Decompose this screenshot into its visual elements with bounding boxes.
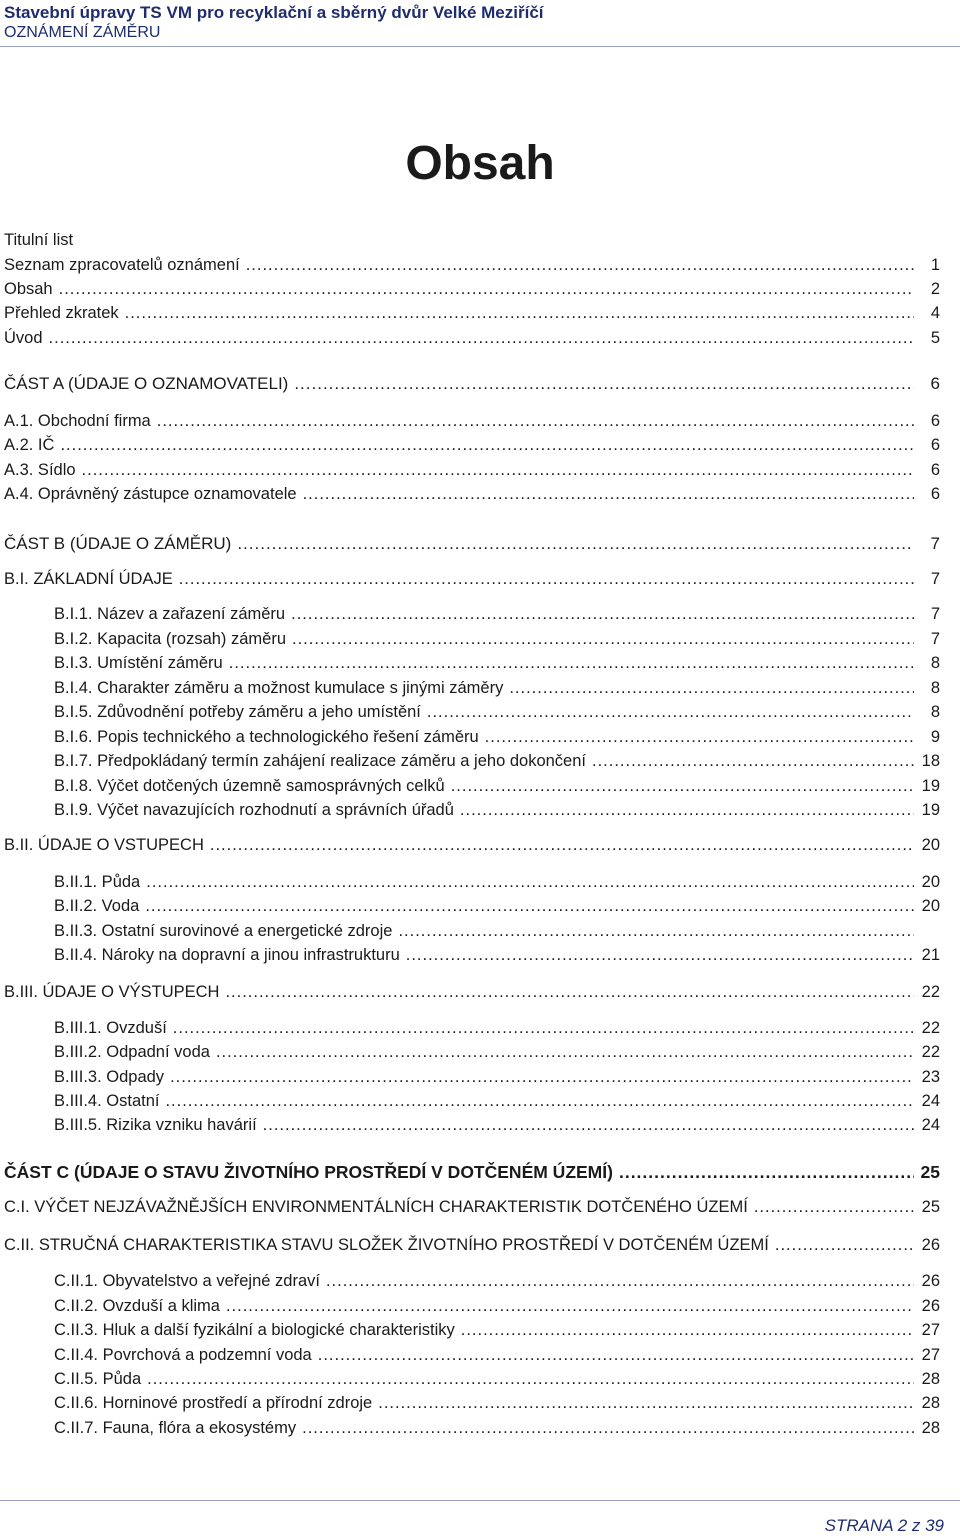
toc-entry-page: 6: [930, 374, 940, 393]
toc-entry-title: B.III.3. Odpady: [54, 1068, 165, 1086]
toc-entry-page: 26: [921, 1297, 940, 1315]
toc-entry-title: C.I. VÝČET NEJZÁVAŽNĚJŠÍCH ENVIRONMENTÁLNÍCH CHARAKTERISTIK DOTČENÉHO ÚZEMÍ: [4, 1198, 748, 1216]
page-number-footer: STRANA 2 z 39: [824, 1516, 944, 1535]
toc-entry-title: ČÁST A (ÚDAJE O OZNAMOVATELI): [4, 374, 289, 393]
toc-entry: [4, 374, 940, 396]
toc-entry-title: A.3. Sídlo: [4, 461, 76, 479]
toc-heading: Obsah: [405, 137, 555, 190]
toc-entry-title: ČÁST C (ÚDAJE O STAVU ŽIVOTNÍHO PROSTŘEDÍ V DOTČENÉM ÚZEMÍ): [4, 1162, 613, 1182]
toc-entry: [4, 329, 940, 351]
toc-entry-title: B.I.8. Výčet dotčených územně samosprávných celků: [54, 777, 445, 795]
toc-entry-title: Úvod: [4, 329, 43, 347]
toc-dot-leader: [216, 1043, 914, 1062]
toc-dot-leader: [60, 436, 914, 455]
toc-entry: [54, 922, 940, 944]
toc-entry-title: B.II. ÚDAJE O VSTUPECH: [4, 836, 204, 854]
toc-entry-page: 9: [930, 728, 940, 746]
toc-entry: [54, 1068, 940, 1090]
toc-entry-page: 27: [921, 1321, 940, 1339]
toc-entry-title: B.I.3. Umístění záměru: [54, 654, 223, 672]
toc-entry-title: B.II.3. Ostatní surovinové a energetické zdroje: [54, 922, 393, 940]
toc-dot-leader: [619, 1162, 914, 1183]
toc-dot-leader: [147, 1370, 914, 1389]
document-title: Stavební úpravy TS VM pro recyklační a sběrný dvůr Velké Meziříčí: [4, 3, 544, 22]
toc-entry-page: 4: [930, 304, 940, 322]
toc-dot-leader: [398, 922, 914, 941]
toc-dot-leader: [173, 1019, 914, 1038]
toc-dot-leader: [145, 897, 914, 916]
toc-dot-leader: [461, 1321, 914, 1340]
page-header: [4, 2, 952, 43]
toc-entry-title: B.I.2. Kapacita (rozsah) záměru: [54, 630, 287, 648]
toc-entry: [54, 1019, 940, 1041]
toc-dot-leader: [226, 1297, 914, 1316]
toc-entry-title: B.I.1. Název a zařazení záměru: [54, 605, 286, 623]
toc-entry-title: B.II.2. Voda: [54, 897, 140, 915]
toc-entry: [54, 752, 940, 774]
toc-dot-leader: [49, 329, 914, 348]
toc-entry: [4, 461, 940, 483]
toc-entry: [4, 1198, 940, 1220]
toc-entry: [54, 946, 940, 968]
toc-entry-title: B.I.9. Výčet navazujících rozhodnutí a správních úřadů: [54, 801, 454, 819]
toc-entry: [54, 679, 940, 701]
toc-entry-title: B.I.4. Charakter záměru a možnost kumulace s jinými záměry: [54, 679, 504, 697]
toc-entry-page: 25: [921, 1198, 940, 1216]
toc-entry: [54, 1297, 940, 1319]
toc-entry: [54, 1346, 940, 1368]
toc-dot-leader: [179, 570, 914, 589]
toc-entry-page: 6: [930, 436, 940, 454]
toc-dot-leader: [82, 461, 914, 480]
toc-entry-page: 8: [930, 703, 940, 721]
toc-dot-leader: [451, 777, 914, 796]
toc-entry: [54, 777, 940, 799]
toc-dot-leader: [303, 485, 914, 504]
toc-entry-title: B.I.7. Předpokládaný termín zahájení realizace záměru a jeho dokončení: [54, 752, 586, 770]
toc-entry: [54, 703, 940, 725]
toc-dot-leader: [263, 1116, 914, 1135]
toc-entry-page: 22: [921, 1019, 940, 1037]
toc-entry-page: 20: [921, 873, 940, 891]
toc-entry: [54, 801, 940, 823]
toc-entry-page: 5: [930, 329, 940, 347]
toc-entry-page: 28: [921, 1370, 940, 1388]
toc-entry: [54, 1321, 940, 1343]
toc-dot-leader: [775, 1236, 914, 1255]
toc-entry-page: 22: [921, 1043, 940, 1061]
toc-entry-title: C.II.1. Obyvatelstvo a veřejné zdraví: [54, 1272, 320, 1290]
toc-entry-page: 26: [921, 1236, 940, 1254]
toc-entry-title: B.II.4. Nároky na dopravní a jinou infrastrukturu: [54, 946, 400, 964]
toc-dot-leader: [754, 1198, 914, 1217]
toc-entry-page: 19: [921, 801, 940, 819]
toc-entry-title: C.II.7. Fauna, flóra a ekosystémy: [54, 1419, 297, 1437]
toc-entry: [4, 1236, 940, 1258]
toc-dot-leader: [59, 280, 914, 299]
toc-entry-title: B.III.2. Odpadní voda: [54, 1043, 210, 1061]
toc-entry-title: C.II.5. Půda: [54, 1370, 142, 1388]
toc-dot-leader: [485, 728, 914, 747]
toc-entry-title: A.1. Obchodní firma: [4, 412, 151, 430]
toc-dot-leader: [302, 1419, 914, 1438]
toc-entry-title: Obsah: [4, 280, 53, 298]
toc-entry-title: C.II.4. Povrchová a podzemní voda: [54, 1346, 312, 1364]
toc-entry: [54, 873, 940, 895]
toc-entry-page: 2: [930, 280, 940, 298]
toc-entry-page: 8: [930, 679, 940, 697]
toc-entry: [4, 983, 940, 1005]
toc-entry-page: 7: [930, 534, 940, 553]
toc-entry: [4, 1162, 940, 1184]
toc-dot-leader: [592, 752, 914, 771]
toc-entry-title: C.II.2. Ovzduší a klima: [54, 1297, 220, 1315]
toc-dot-leader: [165, 1092, 914, 1111]
toc-dot-leader: [225, 983, 914, 1002]
toc-entry-title: Titulní list: [4, 231, 74, 249]
toc-entry: [54, 1043, 940, 1065]
toc-dot-leader: [246, 256, 914, 275]
toc-entry-title: B.III.5. Rizika vzniku havárií: [54, 1116, 257, 1134]
toc-dot-leader: [378, 1394, 914, 1413]
toc-entry-title: B.I. ZÁKLADNÍ ÚDAJE: [4, 570, 173, 588]
toc-dot-leader: [406, 946, 914, 965]
toc-dot-leader: [146, 873, 914, 892]
toc-entry-page: 23: [921, 1068, 940, 1086]
toc-entry-title: Přehled zkratek: [4, 304, 119, 322]
toc-entry-page: 24: [921, 1092, 940, 1110]
toc-dot-leader: [237, 534, 914, 554]
toc-entry-title: A.4. Oprávněný zástupce oznamovatele: [4, 485, 297, 503]
toc-dot-leader: [157, 412, 914, 431]
toc-entry-page: 26: [921, 1272, 940, 1290]
toc-dot-leader: [318, 1346, 914, 1365]
toc-entry-page: 20: [921, 836, 940, 854]
toc-dot-leader: [125, 304, 914, 323]
toc-entry: [4, 231, 940, 253]
toc-entry-title: C.II. STRUČNÁ CHARAKTERISTIKA STAVU SLOŽEK ŽIVOTNÍHO PROSTŘEDÍ V DOTČENÉM ÚZEMÍ: [4, 1236, 769, 1254]
toc-entry-page: 6: [930, 485, 940, 503]
toc-entry-title: B.I.5. Zdůvodnění potřeby záměru a jeho umístění: [54, 703, 421, 721]
toc-entry-title: Seznam zpracovatelů oznámení: [4, 256, 240, 274]
toc-entry: [54, 728, 940, 750]
toc-entry-page: 7: [930, 605, 940, 623]
toc-entry: [54, 1092, 940, 1114]
toc-entry: [4, 436, 940, 458]
toc-entry: [54, 605, 940, 627]
toc-entry-title: C.II.6. Horninové prostředí a přírodní zdroje: [54, 1394, 373, 1412]
document-subtitle: OZNÁMENÍ ZÁMĚRU: [4, 24, 161, 41]
toc-entry: [4, 570, 940, 592]
toc-entry: [54, 1394, 940, 1416]
toc-entry: [54, 1370, 940, 1392]
toc-entry-title: C.II.3. Hluk a další fyzikální a biologické charakteristiky: [54, 1321, 455, 1339]
footer-divider: [0, 1500, 960, 1501]
toc-entry-title: A.2. IČ: [4, 436, 55, 454]
toc-entry-page: 21: [921, 946, 940, 964]
toc-dot-leader: [509, 679, 914, 698]
toc-entry-page: 25: [920, 1162, 940, 1182]
toc-entry: [4, 412, 940, 434]
toc-dot-leader: [210, 836, 914, 855]
toc-entry: [54, 897, 940, 919]
toc-entry-title: B.II.1. Půda: [54, 873, 141, 891]
toc-entry: [54, 1116, 940, 1138]
toc-entry: [4, 280, 940, 302]
toc-entry: [54, 630, 940, 652]
toc-entry: [4, 485, 940, 507]
toc-dot-leader: [326, 1272, 914, 1291]
header-divider: [0, 46, 960, 47]
toc-entry-page: 22: [921, 983, 940, 1001]
toc-entry-page: 20: [921, 897, 940, 915]
toc-entry-page: 27: [921, 1346, 940, 1364]
toc-entry-page: 6: [930, 461, 940, 479]
toc-entry-title: B.III. ÚDAJE O VÝSTUPECH: [4, 983, 220, 1001]
toc-dot-leader: [427, 703, 914, 722]
toc-dot-leader: [229, 654, 914, 673]
toc-entry-page: 24: [921, 1116, 940, 1134]
toc-entry-title: B.III.4. Ostatní: [54, 1092, 160, 1110]
toc-entry-page: 18: [921, 752, 940, 770]
toc-entry-page: 7: [930, 570, 940, 588]
toc-dot-leader: [460, 801, 914, 820]
toc-dot-leader: [294, 374, 914, 394]
toc-entry: [54, 654, 940, 676]
toc-entry-title: B.I.6. Popis technického a technologického řešení záměru: [54, 728, 479, 746]
toc-entry-title: ČÁST B (ÚDAJE O ZÁMĚRU): [4, 534, 232, 553]
toc-entry-page: 7: [930, 630, 940, 648]
toc-entry-title: B.III.1. Ovzduší: [54, 1019, 167, 1037]
toc-dot-leader: [170, 1068, 914, 1087]
toc-dot-leader: [291, 605, 914, 624]
toc-entry: [4, 304, 940, 326]
toc-entry-page: 8: [930, 654, 940, 672]
toc-entry-page: 6: [930, 412, 940, 430]
toc-dot-leader: [292, 630, 914, 649]
toc-entry-page: 1: [930, 256, 940, 274]
toc-entry-page: 28: [921, 1394, 940, 1412]
toc-entry-page: 19: [921, 777, 940, 795]
toc-entry: [4, 836, 940, 858]
toc-entry: [54, 1272, 940, 1294]
toc-entry: [4, 534, 940, 556]
toc-entry: [4, 256, 940, 278]
toc-entry: [54, 1419, 940, 1441]
toc-entry-page: 28: [921, 1419, 940, 1437]
